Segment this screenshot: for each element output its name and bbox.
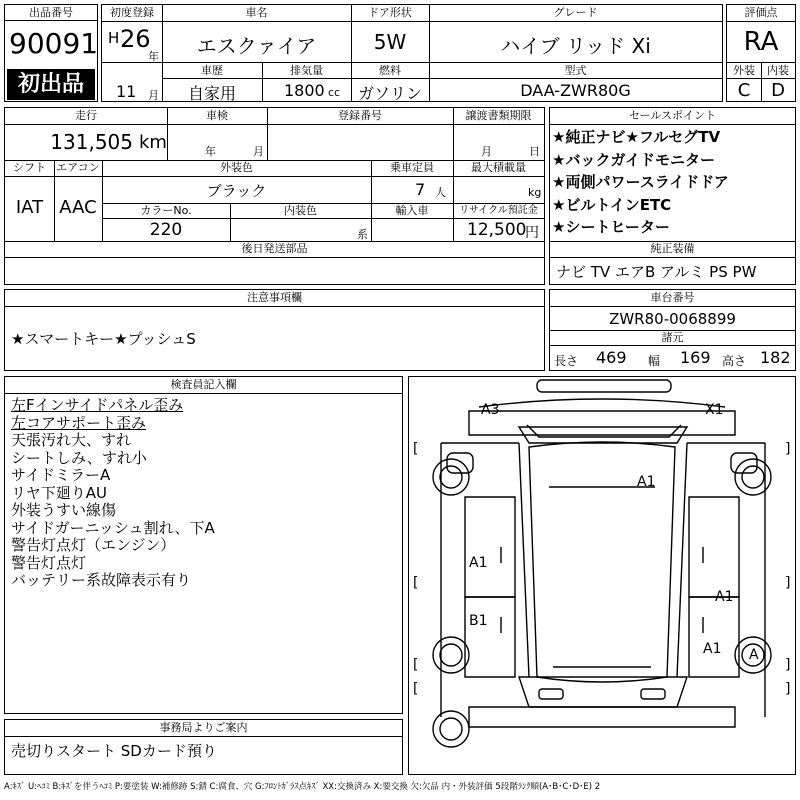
model-code: DAA-ZWR80G — [520, 81, 631, 100]
car-diagram-box — [408, 376, 796, 775]
note-line: バッテリー系故障表示有り — [11, 571, 192, 589]
svg-text:]: ] — [785, 681, 791, 697]
sales-point: ★純正ナビ★フルセグTV — [552, 128, 721, 146]
first-reg-label: 初度登録 — [110, 6, 154, 19]
office-value: 売切りスタート SDカード預り — [11, 742, 217, 760]
max-load-unit: kg — [528, 186, 542, 199]
note-line: サイドガーニッシュ割れ、下A — [11, 518, 215, 537]
note-line: 外装うすい線傷 — [11, 501, 117, 519]
caution-label: 注意事項欄 — [247, 291, 302, 304]
lot-number: 90091 — [9, 27, 99, 60]
svg-text:]: ] — [785, 441, 791, 457]
svg-text:]: ] — [785, 657, 791, 673]
chassis-box — [549, 289, 796, 371]
ext-color-label: 外装色 — [220, 161, 253, 174]
capacity-label: 乗車定員 — [390, 161, 434, 174]
delivery-label: 後日発送部品 — [241, 242, 308, 255]
sales-point: ★両側パワースライドドア — [552, 173, 729, 191]
score-box — [726, 4, 796, 102]
office-box — [4, 719, 403, 775]
first-listing-badge: 初出品 — [7, 69, 95, 100]
caution-box — [4, 289, 545, 371]
recycle-label: リサイクル預託金 — [459, 205, 538, 216]
length-label: 長さ — [554, 354, 579, 368]
mark-a1-rear: A1 — [703, 641, 722, 657]
grade-label: グレード — [553, 6, 598, 19]
caution-value: ★スマートキー★プッシュS — [11, 330, 196, 348]
shift-value: IAT — [15, 197, 44, 218]
mileage-value: 131,505 — [50, 130, 133, 154]
interior-label: 内装 — [767, 64, 789, 77]
dims-label: 諸元 — [661, 331, 684, 344]
svg-text:[: [ — [413, 441, 419, 457]
mark-a1-right: A1 — [715, 589, 734, 605]
mark-b1: B1 — [469, 613, 488, 629]
transfer-month-unit: 月 — [481, 145, 492, 158]
overall-score: RA — [743, 27, 779, 57]
width-label: 幅 — [648, 354, 661, 368]
mark-a3: A3 — [481, 402, 500, 418]
mark-x1: X1 — [705, 402, 724, 418]
door-type: 5W — [373, 30, 407, 54]
car-diagram — [409, 377, 795, 774]
max-load-label: 最大積載量 — [471, 161, 526, 174]
mark-a-wheel: A — [749, 647, 759, 663]
history-value: 自家用 — [187, 84, 236, 103]
history-label: 車歴 — [201, 64, 223, 77]
legend: A:ｷｽﾞ U:ﾍｺﾐ B:ｷｽﾞを伴うﾍｺﾐ P:要塗装 W:補修跡 S:錆 C:腐食、穴 G:ﾌﾛﾝﾄｶﾞﾗｽ点ｷｽﾞ XX:交換済み X:要交換 欠:欠品 内・外装評価 5段階ﾗﾝｸ順(A･B･C･D･E) 2 — [4, 782, 601, 792]
inspection-label: 車検 — [206, 109, 228, 122]
inspection-month-unit: 月 — [253, 145, 264, 158]
exterior-grade: C — [737, 80, 751, 101]
interior-grade: D — [771, 80, 785, 101]
svg-text:[: [ — [413, 657, 419, 673]
inspector-box — [4, 376, 403, 714]
doors-label: ドア形状 — [368, 6, 412, 19]
details-grid — [4, 107, 545, 285]
capacity-unit: 人 — [435, 186, 446, 199]
lot-label: 出品番号 — [5, 5, 97, 21]
equipment-value: ナビ TV エアB アルミ PS PW — [556, 263, 757, 281]
recycle-unit: 円 — [525, 225, 539, 241]
sales-points-list — [552, 126, 729, 239]
displacement-label: 排気量 — [290, 64, 323, 77]
inspector-label: 検査員記入欄 — [170, 378, 237, 391]
note-line: 警告灯点灯 — [11, 553, 87, 572]
equipment-label: 純正装備 — [650, 242, 695, 255]
height-label: 高さ — [722, 354, 747, 368]
int-color-unit: 系 — [357, 228, 368, 241]
length-value: 469 — [596, 348, 627, 367]
first-reg-month-unit: 月 — [148, 89, 159, 102]
model-label: 型式 — [564, 64, 587, 77]
car-name-label: 車名 — [245, 6, 268, 19]
displacement-unit: cc — [328, 86, 341, 99]
color-no-value: 220 — [149, 220, 183, 240]
sales-point: ★バックガイドモニター — [552, 150, 715, 169]
lot-box — [4, 4, 98, 102]
grade-name: ハイブ リッド Xi — [500, 34, 651, 58]
shift-label: シフト — [13, 161, 46, 174]
svg-text:[: [ — [413, 681, 419, 697]
fuel-label: 燃料 — [379, 64, 401, 77]
reg-no-label: 登録番号 — [338, 109, 382, 122]
color-no-label: カラーNo. — [140, 204, 192, 217]
svg-text:]: ] — [785, 575, 791, 591]
note-line: 警告灯点灯（エンジン） — [11, 536, 176, 554]
first-reg-month: 11 — [116, 82, 137, 101]
chassis-number: ZWR80-0068899 — [609, 310, 736, 328]
first-reg-year-unit: 年 — [148, 50, 159, 63]
first-reg-era: H — [108, 29, 120, 47]
note-line: 天張汚れ大、すれ — [11, 431, 132, 449]
sales-point: ★シートヒーター — [552, 218, 670, 236]
displacement-value: 1800 — [284, 81, 325, 100]
mark-a1-left: A1 — [469, 555, 488, 571]
note-line: サイドミラーA — [11, 466, 111, 484]
import-label: 輸入車 — [395, 204, 429, 217]
sales-box — [549, 107, 796, 285]
office-label: 事務局よりご案内 — [159, 721, 248, 734]
sales-label: セールスポイント — [628, 109, 716, 122]
transfer-label: 譲渡書類期限 — [465, 109, 532, 122]
height-value: 182 — [760, 348, 791, 367]
fuel-value: ガソリン — [357, 84, 422, 103]
aircon-label: エアコン — [56, 161, 100, 174]
header-grid — [101, 4, 723, 102]
note-line: 左Fインサイドパネル歪み — [11, 396, 184, 414]
sales-point: ★ビルトインETC — [552, 195, 672, 214]
score-label: 評価点 — [744, 6, 778, 19]
mileage-label: 走行 — [75, 109, 97, 122]
recycle-value: 12,500 — [467, 220, 527, 240]
note-line: 左コアサポート歪み — [11, 413, 147, 432]
capacity-value: 7 — [415, 180, 426, 199]
mark-a1-roof: A1 — [637, 474, 656, 490]
car-name: エスクァイア — [196, 34, 317, 58]
mileage-unit: km — [139, 132, 167, 153]
exterior-label: 外装 — [733, 64, 755, 77]
width-value: 169 — [680, 348, 711, 367]
first-reg-year: 26 — [120, 25, 151, 53]
svg-text:[: [ — [413, 575, 419, 591]
chassis-label: 車台番号 — [650, 291, 695, 304]
inspection-year-unit: 年 — [205, 145, 216, 158]
note-line: リヤ下廻りAU — [11, 483, 107, 502]
ext-color-value: ブラック — [206, 182, 267, 200]
aircon-value: AAC — [59, 197, 97, 218]
transfer-day-unit: 日 — [529, 145, 540, 158]
inspector-notes — [11, 397, 215, 590]
note-line: シートしみ、すれ小 — [11, 448, 147, 467]
int-color-label: 内装色 — [284, 204, 317, 217]
